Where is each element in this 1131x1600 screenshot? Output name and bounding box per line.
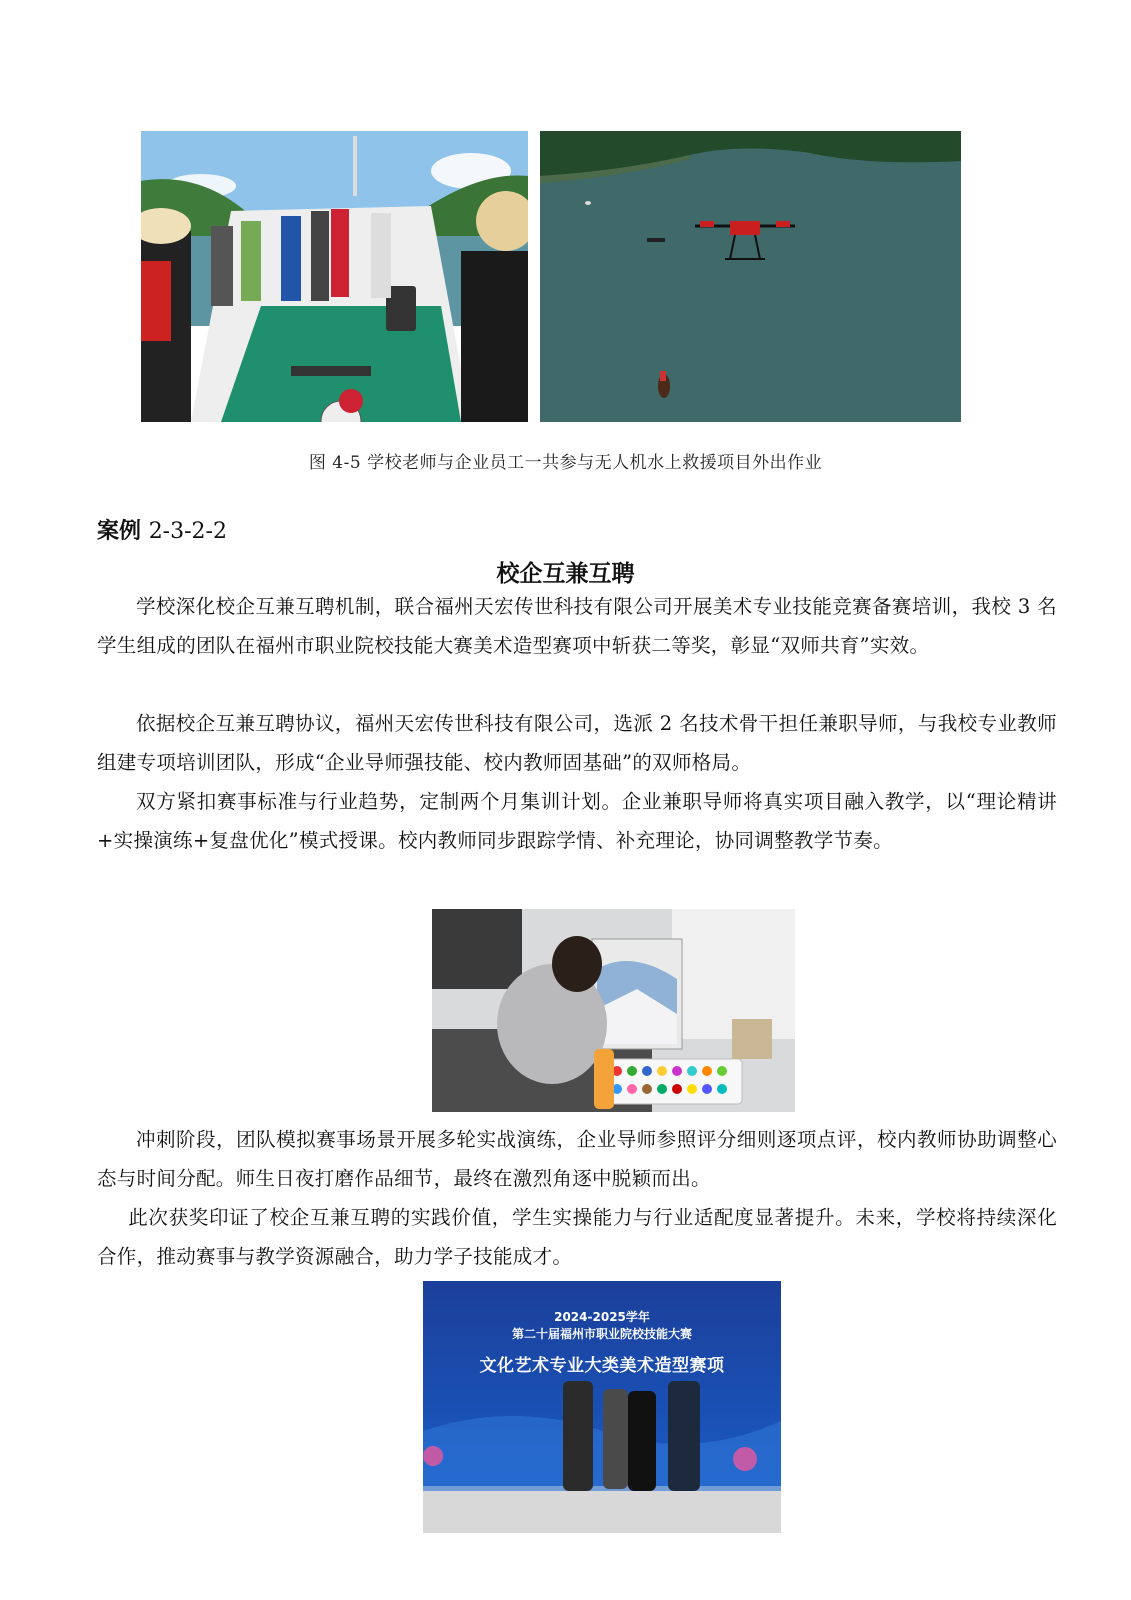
- figure-caption: 图 4-5 学校老师与企业员工一共参与无人机水上救援项目外出作业: [308, 453, 823, 473]
- award-banner-photo: [423, 1281, 781, 1533]
- paragraph-5: 此次获奖印证了校企互兼互聘的实践价值，学生实操能力与行业适配度显著提升。未来，学校将持续深化合作，推动赛事与教学资源融合，助力学子技能成才。: [97, 1206, 1057, 1268]
- paragraph-4: 冲刺阶段，团队模拟赛事场景开展多轮实战演练，企业导师参照评分细则逐项点评，校内教师协助调整心态与时间分配。师生日夜打磨作品细节，最终在激烈角逐中脱颖而出。: [97, 1128, 1057, 1190]
- banner-line-2: 第二十届福州市职业院校技能大赛: [511, 1327, 692, 1341]
- student-painting-photo: [432, 909, 795, 1112]
- boat-deck-photo: [141, 131, 528, 422]
- drone-lake-photo: [540, 131, 961, 422]
- banner-line-3: 文化艺术专业大类美术造型赛项: [479, 1356, 725, 1376]
- paragraph-1: 学校深化校企互兼互聘机制，联合福州天宏传世科技有限公司开展美术专业技能竞赛备赛培训，我校 3 名学生组成的团队在福州市职业院校技能大赛美术造型赛项中斩获二等奖，彰显“双师共育”实效。: [97, 595, 1057, 657]
- case-number: 2-3-2-2: [148, 519, 227, 544]
- paragraph-2: 依据校企互兼互聘协议，福州天宏传世科技有限公司，选派 2 名技术骨干担任兼职导师，与我校专业教师组建专项培训团队，形成“企业导师强技能、校内教师固基础”的双师格局。: [97, 712, 1057, 774]
- paragraph-3: 双方紧扣赛事标准与行业趋势，定制两个月集训计划。企业兼职导师将真实项目融入教学，以“理论精讲+实操演练+复盘优化”模式授课。校内教师同步跟踪学情、补充理论，协同调整教学节奏。: [97, 790, 1057, 852]
- case-label: 案例: [97, 519, 142, 544]
- case-heading: [97, 514, 227, 545]
- section-title: 校企互兼互聘: [496, 561, 635, 587]
- banner-line-1: 2024-2025学年: [554, 1310, 650, 1324]
